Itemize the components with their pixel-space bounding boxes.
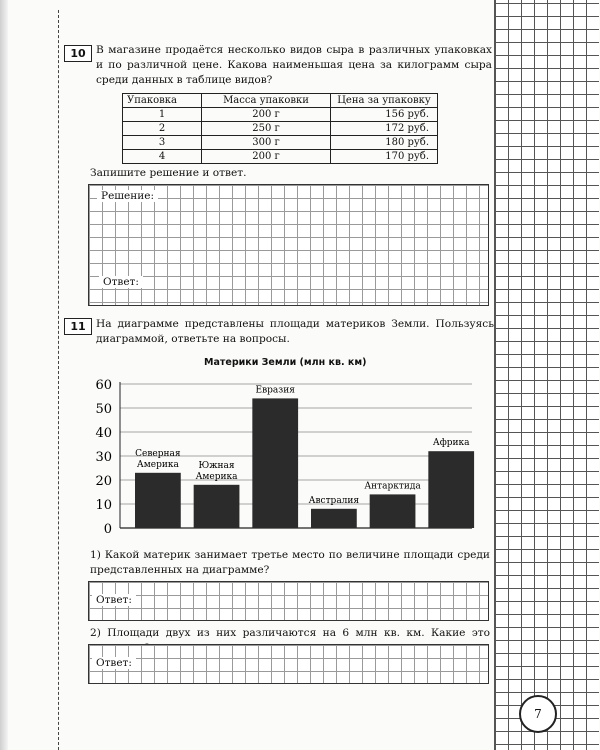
bar-category-label: Африка	[432, 438, 470, 449]
table-cell: 172 руб.	[331, 122, 438, 136]
table-header: Цена за упаковку	[331, 94, 438, 108]
question-11-text: На диаграмме представлены площади материков Земли. Пользуясь диаграммой, ответьте на вопросы.	[96, 318, 494, 345]
table-cell: 170 руб.	[331, 150, 438, 164]
table-cell: 180 руб.	[331, 136, 438, 150]
question-10-number: 10	[64, 45, 92, 62]
table-cell: 250 г	[202, 122, 331, 136]
margin-grid	[494, 0, 599, 750]
y-tick-label: 20	[95, 474, 112, 489]
solution-grid[interactable]	[88, 184, 489, 306]
y-tick-label: 0	[103, 522, 112, 536]
cheese-table	[122, 93, 438, 164]
y-tick-label: 50	[95, 402, 112, 417]
table-cell: 4	[123, 150, 202, 164]
bar	[370, 494, 416, 528]
bar-category-label: Евразия	[255, 385, 295, 396]
y-tick-label: 40	[95, 426, 112, 441]
question-11-sub2: 2) Площади двух из них различаются на 6 млн кв. км. Какие это	[90, 627, 490, 639]
table-header: Упаковка	[123, 94, 202, 108]
table-cell: 156 руб.	[331, 108, 438, 122]
y-tick-label: 30	[95, 450, 112, 465]
answer-label-q11-1: Ответ:	[92, 594, 136, 606]
table-cell: 200 г	[202, 150, 331, 164]
bar-category-label: Америка	[136, 459, 179, 470]
table-header: Масса упаковки	[202, 94, 331, 108]
answer-grid-2[interactable]	[88, 644, 489, 684]
question-10-instruction: Запишите решение и ответ.	[90, 167, 247, 179]
question-10-text: В магазине продаётся несколько видов сыра в различных упаковках и по различной цене. Какова наименьшая цена за килограмм сыра среди данных в таблице видов?	[96, 44, 492, 86]
table-row	[123, 136, 438, 150]
answer-label-q11-2: Ответ:	[92, 657, 136, 669]
continents-bar-chart	[82, 376, 482, 536]
solution-label: Решение:	[97, 190, 158, 202]
table-row	[123, 108, 438, 122]
table-cell: 300 г	[202, 136, 331, 150]
question-11-number: 11	[64, 318, 92, 335]
bar	[428, 451, 474, 528]
bar	[311, 509, 357, 528]
table-cell: 1	[123, 108, 202, 122]
cut-line	[58, 10, 59, 750]
bar-category-label: Америка	[195, 471, 238, 482]
table-cell: 2	[123, 122, 202, 136]
question-11-sub1: 1) Какой материк занимает третье место по величине площади среди представленных на диаграмме?	[90, 549, 490, 576]
y-tick-label: 10	[95, 498, 112, 513]
bar	[194, 485, 240, 528]
bar-category-label: Южная	[198, 460, 235, 471]
page-number: 7	[519, 695, 557, 733]
answer-grid-1[interactable]	[88, 581, 489, 621]
table-cell: 3	[123, 136, 202, 150]
bar-category-label: Северная	[135, 448, 181, 459]
answer-label-q10: Ответ:	[99, 276, 143, 288]
bar	[135, 473, 181, 528]
table-header-row	[123, 94, 438, 108]
bar	[252, 398, 298, 528]
chart-title: Материки Земли (млн кв. км)	[204, 357, 367, 368]
table-row	[123, 122, 438, 136]
table-cell: 200 г	[202, 108, 331, 122]
page-edge	[0, 0, 8, 750]
bar-category-label: Антарктида	[364, 481, 421, 492]
y-tick-label: 60	[95, 378, 112, 393]
table-row	[123, 150, 438, 164]
bar-category-label: Австралия	[308, 495, 360, 506]
